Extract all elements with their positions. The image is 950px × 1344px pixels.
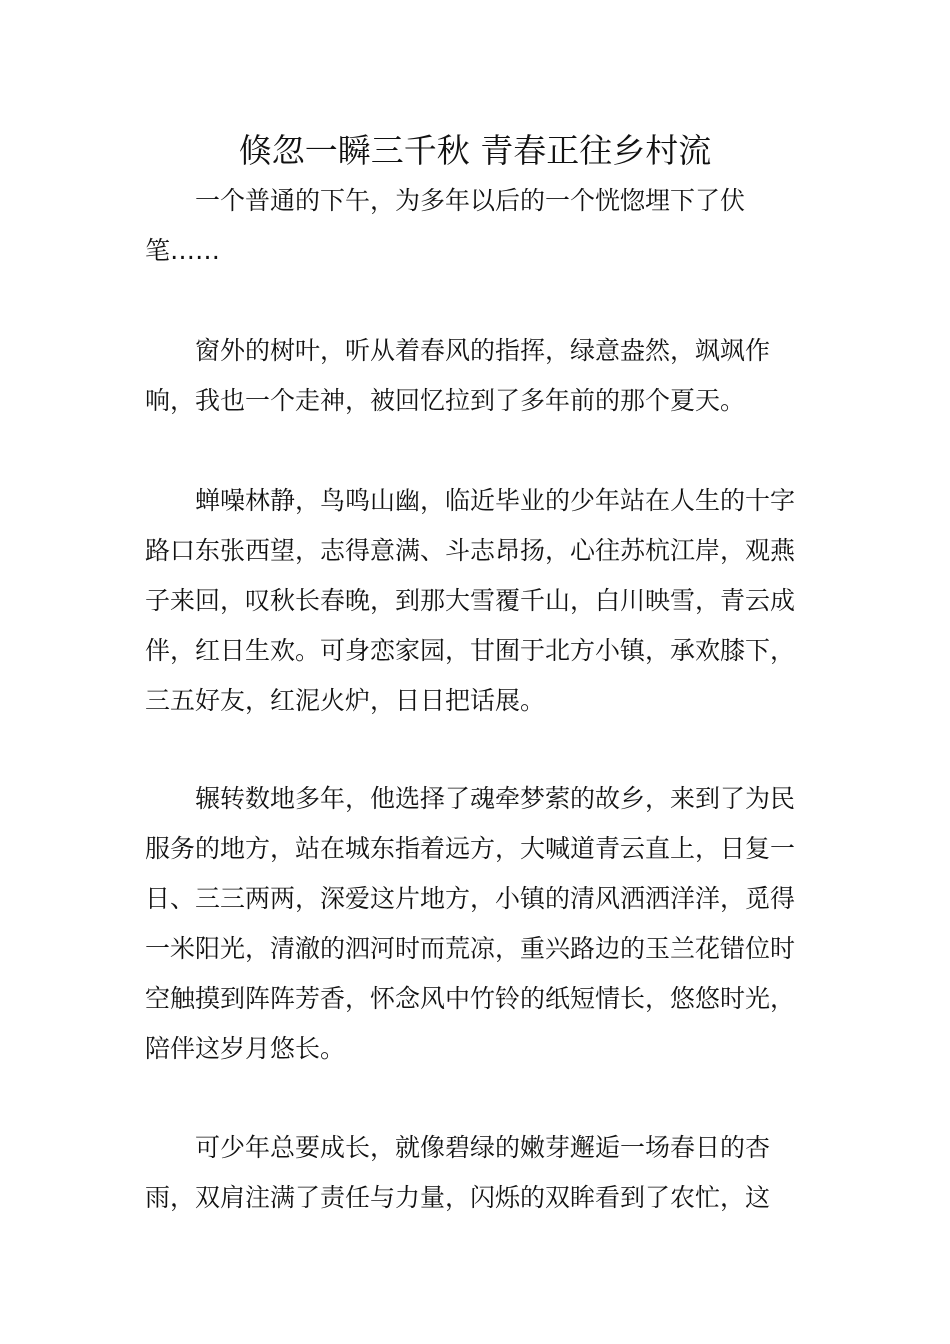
paragraph-2: 窗外的树叶，听从着春风的指挥，绿意盎然，飒飒作响，我也一个走神，被回忆拉到了多年前的那个夏天。 — [145, 336, 771, 415]
document-title: 倏忽一瞬三千秋 青春正往乡村流 — [238, 131, 712, 170]
paragraph-5: 可少年总要成长，就像碧绿的嫩芽邂逅一场春日的杏雨，双肩注满了责任与力量，闪烁的双眸看到了农忙，这 — [145, 1133, 771, 1212]
paragraph-3: 蝉噪林静，鸟鸣山幽，临近毕业的少年站在人生的十字路口东张西望，志得意满、斗志昂扬，心往苏杭江岸，观燕子来回，叹秋长春晚，到那大雪覆千山，白川映雪，青云成伴，红日生欢。可身恋家园，甘囿于北方小镇，承欢膝下，三五好友，红泥火炉，日日把话展。 — [145, 486, 796, 715]
paragraph-1: 一个普通的下午，为多年以后的一个恍惚埋下了伏笔…… — [145, 186, 746, 265]
paragraph-4: 辗转数地多年，他选择了魂牵梦萦的故乡，来到了为民服务的地方，站在城东指着远方，大喊道青云直上，日复一日、三三两两，深爱这片地方，小镇的清风洒洒洋洋，觅得一米阳光，清澈的泗河时而荒凉，重兴路边的玉兰花错位时空触摸到阵阵芳香，怀念风中竹铃的纸短情长，悠悠时光，陪伴这岁月悠长。 — [145, 784, 796, 1063]
